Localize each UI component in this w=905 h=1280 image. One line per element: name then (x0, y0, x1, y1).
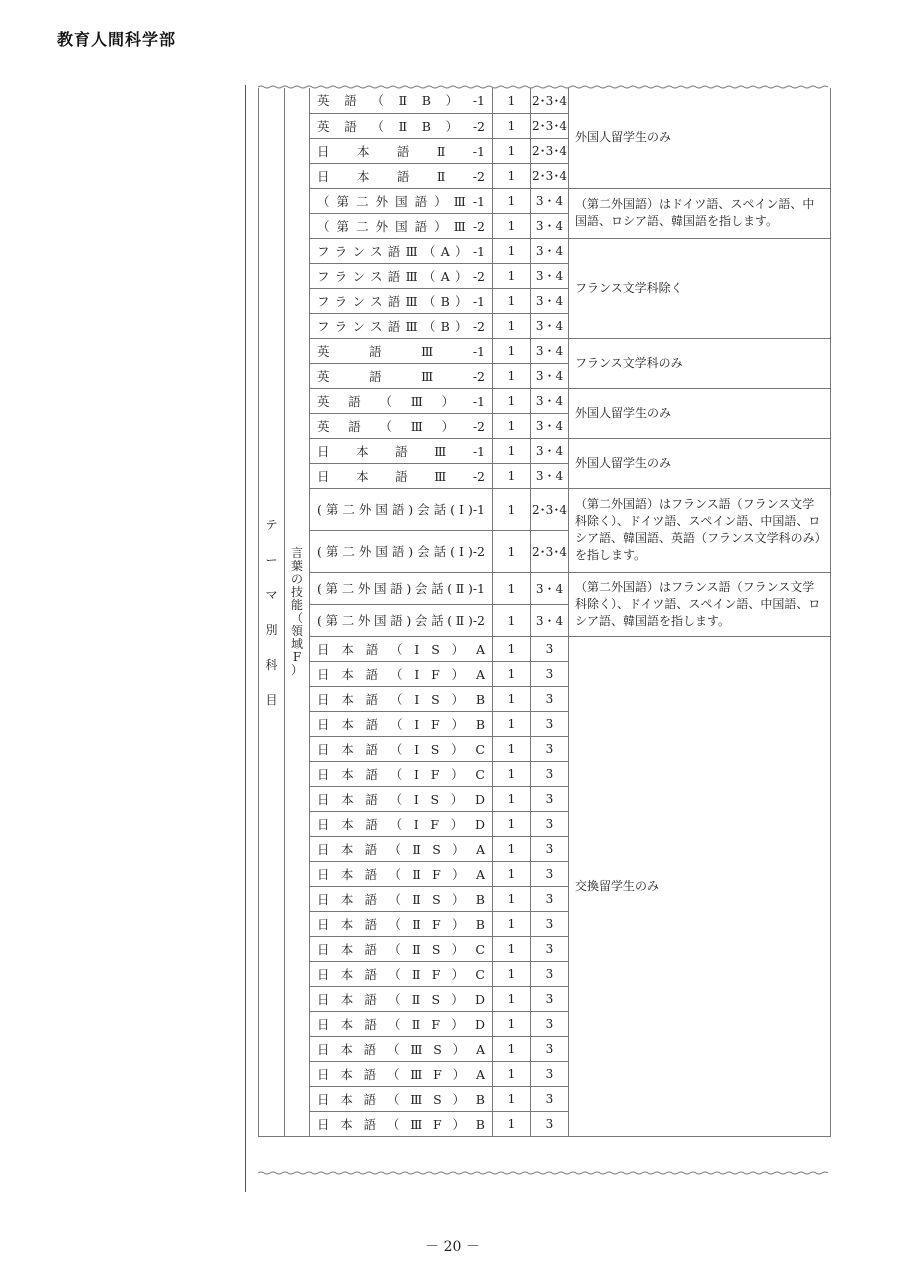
note-cell: 外国人留学生のみ (569, 438, 831, 488)
credits-cell: 1 (493, 113, 531, 138)
credits-cell: 1 (493, 338, 531, 363)
year-cell: 3・4 (531, 313, 569, 338)
year-cell: 3 (531, 911, 569, 936)
credits-cell: 1 (493, 188, 531, 213)
credits-cell: 1 (493, 1086, 531, 1111)
note-cell: 交換留学生のみ (569, 636, 831, 1136)
subject-cell: 日本語（ⅠF）B (310, 711, 493, 736)
year-cell: 3・4 (531, 238, 569, 263)
credits-cell: 1 (493, 313, 531, 338)
subject-cell: フランス語Ⅲ（B）-2 (310, 313, 493, 338)
year-cell: 3 (531, 636, 569, 661)
credits-cell: 1 (493, 604, 531, 636)
page-header-title: 教育人間科学部 (57, 30, 177, 49)
subject-cell: フランス語Ⅲ（B）-1 (310, 288, 493, 313)
subject-cell: (第二外国語)会話(Ⅰ)-2 (310, 530, 493, 572)
year-cell: 3・4 (531, 188, 569, 213)
subject-cell: 日本語（ⅢF）B (310, 1111, 493, 1136)
year-cell: 2･3･4 (531, 488, 569, 530)
credits-cell: 1 (493, 986, 531, 1011)
year-cell: 3・4 (531, 213, 569, 238)
subject-cell: （第二外国語）Ⅲ-2 (310, 213, 493, 238)
credits-cell: 1 (493, 786, 531, 811)
year-cell: 3 (531, 936, 569, 961)
year-cell: 3・4 (531, 263, 569, 288)
subject-cell: 日本語（ⅠF）D (310, 811, 493, 836)
year-cell: 3・4 (531, 388, 569, 413)
note-cell: 外国人留学生のみ (569, 88, 831, 188)
category-cell (259, 88, 285, 1136)
table-cut-bottom (258, 1171, 831, 1175)
subject-cell: 英語（Ⅲ）-1 (310, 388, 493, 413)
credits-cell: 1 (493, 911, 531, 936)
year-cell: 3 (531, 1061, 569, 1086)
subject-cell: 英語Ⅲ-1 (310, 338, 493, 363)
year-cell: 3・4 (531, 604, 569, 636)
subject-cell: (第二外国語)会話(Ⅰ)-1 (310, 488, 493, 530)
credits-cell: 1 (493, 388, 531, 413)
subject-cell: (第二外国語)会話(Ⅱ)-1 (310, 572, 493, 604)
credits-cell: 1 (493, 836, 531, 861)
subject-cell: 日本語（ⅡF）B (310, 911, 493, 936)
year-cell: 3 (531, 686, 569, 711)
credits-cell: 1 (493, 88, 531, 113)
credits-cell: 1 (493, 413, 531, 438)
year-cell: 3 (531, 861, 569, 886)
subject-cell: 日本語（ⅠS）C (310, 736, 493, 761)
area-label: 言 葉 の 技 能 （ 領 域 F ） (290, 545, 303, 677)
year-cell: 2･3･4 (531, 530, 569, 572)
credits-cell: 1 (493, 736, 531, 761)
credits-cell: 1 (493, 1061, 531, 1086)
subject-cell: 日本語（ⅢS）A (310, 1036, 493, 1061)
page-number: － 20 － (425, 1239, 480, 1255)
year-cell: 3 (531, 1086, 569, 1111)
credits-cell: 1 (493, 1111, 531, 1136)
credits-cell: 1 (493, 1036, 531, 1061)
credits-cell: 1 (493, 761, 531, 786)
credits-cell: 1 (493, 811, 531, 836)
year-cell: 3・4 (531, 288, 569, 313)
year-cell: 3 (531, 661, 569, 686)
year-cell: 3 (531, 736, 569, 761)
subject-cell: フランス語Ⅲ（A）-1 (310, 238, 493, 263)
credits-cell: 1 (493, 711, 531, 736)
subject-cell: 日本語（ⅠS）D (310, 786, 493, 811)
subject-cell: 日本語（ⅡF）A (310, 861, 493, 886)
note-cell: （第二外国語）はフランス語（フランス文学科除く）、ドイツ語、スペイン語、中国語、ロシア語、韓国語を指します。 (569, 572, 831, 636)
year-cell: 3 (531, 1111, 569, 1136)
subject-cell: 日本語Ⅱ-1 (310, 138, 493, 163)
credits-cell: 1 (493, 886, 531, 911)
credits-cell: 1 (493, 936, 531, 961)
subject-cell: 日本語（ⅠS）A (310, 636, 493, 661)
subject-cell: 英語（Ⅲ）-2 (310, 413, 493, 438)
subject-cell: 日本語（ⅡS）A (310, 836, 493, 861)
year-cell: 3 (531, 711, 569, 736)
area-cell (285, 88, 310, 1136)
subject-cell: 日本語（ⅡS）B (310, 886, 493, 911)
year-cell: 3・4 (531, 338, 569, 363)
year-cell: 3 (531, 1036, 569, 1061)
subject-cell: フランス語Ⅲ（A）-2 (310, 263, 493, 288)
credits-cell: 1 (493, 238, 531, 263)
year-cell: 3・4 (531, 438, 569, 463)
credits-cell: 1 (493, 530, 531, 572)
year-cell: 2･3･4 (531, 88, 569, 113)
credits-cell: 1 (493, 363, 531, 388)
credits-cell: 1 (493, 488, 531, 530)
subject-cell: 英語（ⅡB）-2 (310, 113, 493, 138)
credits-cell: 1 (493, 861, 531, 886)
note-cell: （第二外国語）はドイツ語、スペイン語、中国語、ロシア語、韓国語を指します。 (569, 188, 831, 238)
year-cell: 3・4 (531, 413, 569, 438)
year-cell: 2･3･4 (531, 113, 569, 138)
credits-cell: 1 (493, 138, 531, 163)
credits-cell: 1 (493, 1011, 531, 1036)
margin-rule (245, 85, 246, 1192)
subject-cell: (第二外国語)会話(Ⅱ)-2 (310, 604, 493, 636)
credits-cell: 1 (493, 438, 531, 463)
credits-cell: 1 (493, 163, 531, 188)
subject-cell: 日本語（ⅠF）A (310, 661, 493, 686)
credits-cell: 1 (493, 636, 531, 661)
subject-cell: 日本語（ⅢF）A (310, 1061, 493, 1086)
year-cell: 3 (531, 886, 569, 911)
subject-cell: 日本語（ⅠF）C (310, 761, 493, 786)
year-cell: 3 (531, 761, 569, 786)
year-cell: 3 (531, 836, 569, 861)
subject-cell: 日本語（ⅢS）B (310, 1086, 493, 1111)
year-cell: 3 (531, 786, 569, 811)
credits-cell: 1 (493, 686, 531, 711)
year-cell: 3 (531, 811, 569, 836)
credits-cell: 1 (493, 572, 531, 604)
subject-cell: 日本語（ⅡF）C (310, 961, 493, 986)
credits-cell: 1 (493, 288, 531, 313)
note-cell: フランス文学科除く (569, 238, 831, 338)
note-cell: （第二外国語）はフランス語（フランス文学科除く）、ドイツ語、スペイン語、中国語、ロシア語、韓国語、英語（フランス文学科のみ）を指します。 (569, 488, 831, 572)
year-cell: 3・4 (531, 463, 569, 488)
year-cell: 3・4 (531, 363, 569, 388)
category-label: テ ー マ 別 科 目 (265, 517, 278, 707)
course-table (258, 88, 831, 1137)
subject-cell: 日本語（ⅡS）C (310, 936, 493, 961)
subject-cell: 日本語（ⅡF）D (310, 1011, 493, 1036)
note-cell: 外国人留学生のみ (569, 388, 831, 438)
subject-cell: 日本語（ⅠS）B (310, 686, 493, 711)
note-cell: フランス文学科のみ (569, 338, 831, 388)
credits-cell: 1 (493, 213, 531, 238)
credits-cell: 1 (493, 961, 531, 986)
subject-cell: 英語（ⅡB）-1 (310, 88, 493, 113)
credits-cell: 1 (493, 263, 531, 288)
year-cell: 3 (531, 1011, 569, 1036)
year-cell: 2･3･4 (531, 163, 569, 188)
subject-cell: 日本語Ⅲ-2 (310, 463, 493, 488)
subject-cell: 日本語Ⅲ-1 (310, 438, 493, 463)
year-cell: 3 (531, 961, 569, 986)
subject-cell: （第二外国語）Ⅲ-1 (310, 188, 493, 213)
credits-cell: 1 (493, 463, 531, 488)
subject-cell: 日本語（ⅡS）D (310, 986, 493, 1011)
credits-cell: 1 (493, 661, 531, 686)
year-cell: 2･3･4 (531, 138, 569, 163)
year-cell: 3 (531, 986, 569, 1011)
subject-cell: 英語Ⅲ-2 (310, 363, 493, 388)
year-cell: 3・4 (531, 572, 569, 604)
subject-cell: 日本語Ⅱ-2 (310, 163, 493, 188)
